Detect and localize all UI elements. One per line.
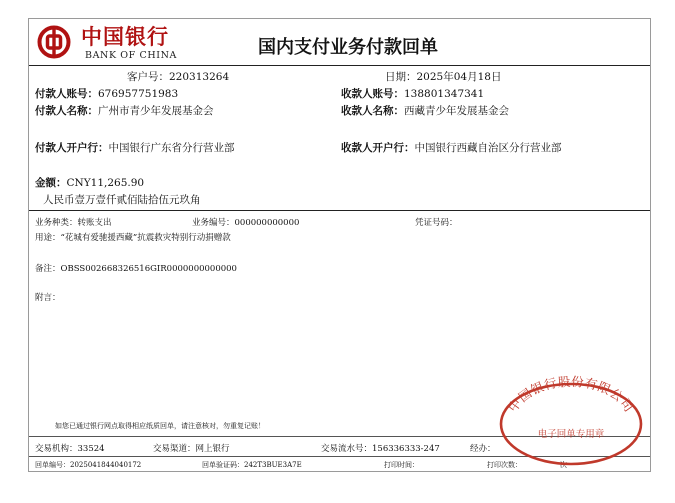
- payee-account-label: 收款人账号：: [341, 88, 404, 100]
- seal-ring-text: 中国银行股份有限公司: [505, 373, 637, 415]
- postscript: 附言：: [35, 293, 61, 303]
- amount-rule: [29, 210, 650, 211]
- business-number: 业务编号：000000000000: [192, 218, 300, 228]
- payer-name-value: 广州市青少年发展基金会: [98, 105, 214, 117]
- payee-bank: [341, 140, 562, 155]
- receipt-number: 回单编号：2025041844040172: [35, 461, 142, 469]
- payer-name: [35, 103, 214, 118]
- customer-number: 客户号：220313264: [127, 71, 230, 83]
- payee-name: [341, 103, 509, 118]
- payee-account-value: 138801347341: [404, 88, 485, 100]
- amount-label: 金额：: [35, 177, 67, 189]
- transaction-serial: 交易流水号：156336333-247: [321, 444, 440, 454]
- bank-logo-icon: [37, 25, 71, 59]
- payee-bank-label: 收款人开户行：: [341, 142, 415, 154]
- transaction-channel: 交易渠道：网上银行: [153, 444, 230, 454]
- handler: 经办：: [470, 444, 496, 454]
- amount-in-words: 人民币壹万壹仟贰佰陆拾伍元玖角: [43, 194, 201, 206]
- payer-account-label: 付款人账号：: [35, 88, 98, 100]
- payee-name-value: 西藏青少年发展基金会: [404, 105, 509, 117]
- payer-name-label: 付款人名称：: [35, 105, 98, 117]
- print-count: 打印次数：: [487, 461, 522, 469]
- print-time: 打印时间：: [384, 461, 419, 469]
- seal-label: 电子回单专用章: [537, 429, 605, 440]
- receipt-date: 日期：2025年04月18日: [385, 71, 502, 83]
- receipt-frame: [28, 18, 651, 472]
- voucher-number: 凭证号码：: [415, 218, 458, 228]
- header-rule: [29, 65, 650, 66]
- payer-bank: [35, 140, 235, 155]
- duplicate-notice: 如您已通过银行网点取得相应纸质回单，请注意核对，勿重复记账！: [55, 422, 265, 430]
- amount-value: CNY11,265.90: [66, 177, 145, 189]
- payer-bank-label: 付款人开户行：: [35, 142, 109, 154]
- document-title: 国内支付业务付款回单: [258, 37, 438, 58]
- svg-text:中国银行股份有限公司: [505, 374, 637, 415]
- amount: [35, 175, 144, 190]
- business-type: 业务种类：转账支出: [35, 218, 112, 228]
- verification-code: 回单验证码：242T3BUE3A7E: [202, 461, 302, 469]
- transaction-org: 交易机构：33524: [35, 444, 105, 454]
- bank-name-cn: 中国银行: [81, 24, 169, 49]
- electronic-seal: [497, 372, 645, 466]
- payer-account: [35, 86, 178, 101]
- payee-account: [341, 86, 484, 101]
- payer-account-value: 676957751983: [98, 88, 179, 100]
- payment-purpose: 用途：“花城有爱驰援西藏”抗震救灾特别行动捐赠款: [35, 233, 231, 243]
- payee-name-label: 收款人名称：: [341, 105, 404, 117]
- payer-bank-value: 中国银行广东省分行营业部: [108, 142, 235, 154]
- bank-name-en: BANK OF CHINA: [85, 50, 177, 61]
- print-count-unit: 次: [560, 461, 567, 469]
- payee-bank-value: 中国银行西藏自治区分行营业部: [414, 142, 562, 154]
- remark: 备注：OBSS002668326516GIR0000000000000: [35, 264, 237, 274]
